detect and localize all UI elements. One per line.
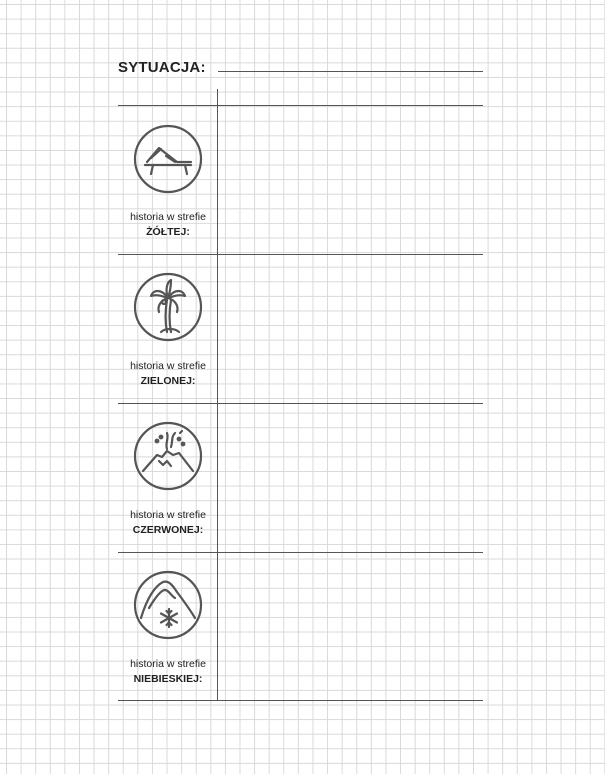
answer-area-green[interactable] (220, 257, 482, 402)
column-divider (217, 89, 218, 701)
sunbed-icon (131, 122, 205, 196)
situation-answer-line[interactable] (218, 71, 483, 72)
zone-label: historia w strefie (130, 509, 206, 521)
row-divider (118, 552, 483, 553)
answer-area-yellow[interactable] (220, 108, 482, 253)
snowy-mountain-icon (131, 568, 205, 642)
zone-name: CZERWONEJ: (132, 524, 204, 536)
zone-label: historia w strefie (130, 360, 206, 372)
zone-caption-blue (118, 657, 218, 687)
zone-name: ŻÓŁTEJ: (146, 226, 190, 238)
zone-label: historia w strefie (130, 658, 206, 670)
row-divider (118, 700, 483, 701)
answer-area-red[interactable] (220, 406, 482, 551)
zone-name: NIEBIESKIEJ: (133, 673, 203, 685)
page-title: SYTUACJA: (118, 59, 206, 76)
palm-tree-icon (131, 270, 205, 344)
zone-caption-yellow (118, 210, 218, 240)
zone-name: ZIELONEJ: (140, 375, 196, 387)
answer-area-blue[interactable] (220, 555, 482, 700)
volcano-icon (131, 419, 205, 493)
row-divider (118, 403, 483, 404)
zone-caption-green (118, 359, 218, 389)
row-divider (118, 105, 483, 106)
zone-caption-red (118, 508, 218, 538)
zone-label: historia w strefie (130, 211, 206, 223)
row-divider (118, 254, 483, 255)
